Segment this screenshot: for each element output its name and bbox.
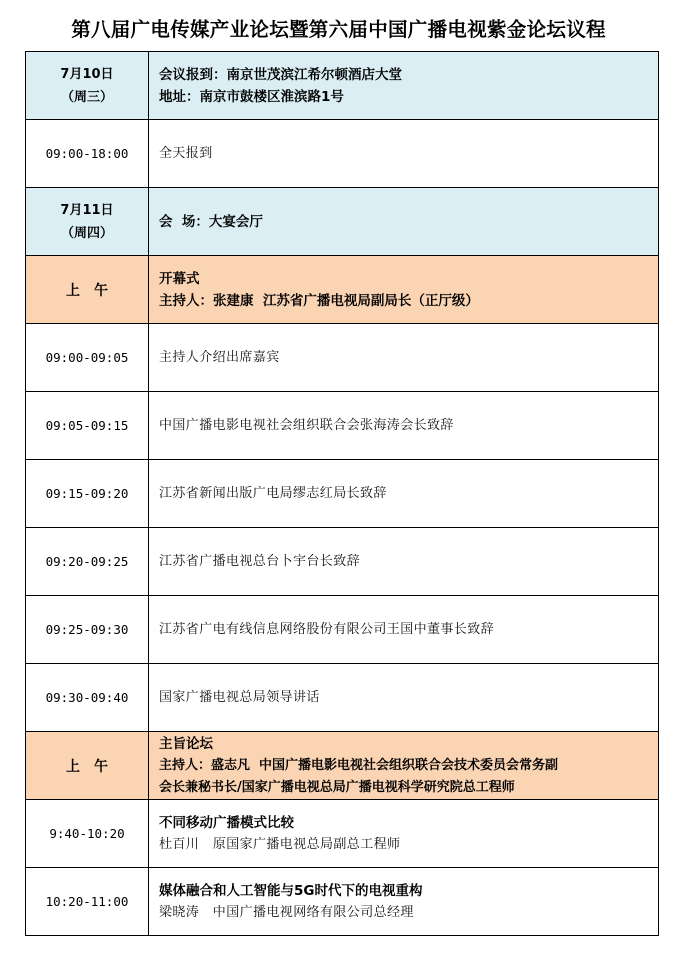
item-text: 全天报到 bbox=[149, 120, 659, 188]
day-date-cell bbox=[26, 188, 149, 256]
talk-row bbox=[26, 800, 659, 868]
time-cell: 09:05-09:15 bbox=[26, 392, 149, 460]
time-cell: 09:30-09:40 bbox=[26, 664, 149, 732]
day-date: 7月10日 bbox=[60, 66, 114, 82]
session-host: 主持人：张建康 江苏省广播电视局副局长（正厅级） bbox=[159, 292, 479, 309]
item-text: 中国广播电影电视社会组织联合会张海涛会长致辞 bbox=[149, 392, 659, 460]
session-header-row bbox=[26, 732, 659, 800]
day-info-cell bbox=[149, 52, 659, 120]
item-text: 江苏省广播电视总台卜宇台长致辞 bbox=[149, 528, 659, 596]
registration-address: 地址：南京市鼓楼区淮滨路1号 bbox=[159, 88, 344, 105]
agenda-row bbox=[26, 664, 659, 732]
day-date: 7月11日 bbox=[60, 202, 114, 218]
time-cell: 9:40-10:20 bbox=[26, 800, 149, 868]
talk-speaker: 杜百川 原国家广播电视总局副总工程师 bbox=[159, 836, 401, 852]
registration-venue: 会议报到：南京世茂滨江希尔顿酒店大堂 bbox=[159, 66, 402, 83]
session-label: 上午 bbox=[66, 758, 122, 775]
talk-topic: 媒体融合和人工智能与5G时代下的电视重构 bbox=[159, 882, 423, 899]
session-info-cell bbox=[149, 732, 659, 800]
session-label: 上午 bbox=[66, 282, 122, 299]
item-text: 江苏省广电有线信息网络股份有限公司王国中董事长致辞 bbox=[149, 596, 659, 664]
day-header-row bbox=[26, 52, 659, 120]
session-info-cell bbox=[149, 256, 659, 324]
day-header-row bbox=[26, 188, 659, 256]
agenda-row bbox=[26, 324, 659, 392]
talk-row bbox=[26, 868, 659, 936]
talk-topic: 不同移动广播模式比较 bbox=[159, 814, 294, 831]
session-label-cell bbox=[26, 256, 149, 324]
agenda-row bbox=[26, 528, 659, 596]
day-info-cell bbox=[149, 188, 659, 256]
talk-speaker: 梁晓涛 中国广播电视网络有限公司总经理 bbox=[159, 904, 414, 920]
session-host: 主持人：盛志凡 中国广播电影电视社会组织联合会技术委员会常务副 bbox=[159, 757, 559, 773]
session-label-cell bbox=[26, 732, 149, 800]
time-cell: 09:15-09:20 bbox=[26, 460, 149, 528]
talk-cell bbox=[149, 800, 659, 868]
time-cell: 10:20-11:00 bbox=[26, 868, 149, 936]
agenda-row bbox=[26, 120, 659, 188]
day-weekday: （周三） bbox=[60, 89, 113, 105]
agenda-row bbox=[26, 596, 659, 664]
time-cell: 09:00-18:00 bbox=[26, 120, 149, 188]
venue: 会 场：大宴会厅 bbox=[159, 213, 263, 230]
session-title: 开幕式 bbox=[159, 270, 200, 287]
talk-cell bbox=[149, 868, 659, 936]
agenda-row bbox=[26, 460, 659, 528]
time-cell: 09:20-09:25 bbox=[26, 528, 149, 596]
page-title: 第八届广电传媒产业论坛暨第六届中国广播电视紫金论坛议程 bbox=[71, 18, 606, 41]
session-title: 主旨论坛 bbox=[159, 735, 213, 752]
day-weekday: （周四） bbox=[60, 225, 113, 241]
item-text: 主持人介绍出席嘉宾 bbox=[149, 324, 659, 392]
session-host-cont: 会长兼秘书长/国家广播电视总局广播电视科学研究院总工程师 bbox=[159, 779, 515, 795]
item-text: 国家广播电视总局领导讲话 bbox=[149, 664, 659, 732]
day-date-cell bbox=[26, 52, 149, 120]
agenda-row bbox=[26, 392, 659, 460]
time-cell: 09:25-09:30 bbox=[26, 596, 149, 664]
item-text: 江苏省新闻出版广电局缪志红局长致辞 bbox=[149, 460, 659, 528]
agenda-table bbox=[25, 51, 659, 936]
time-cell: 09:00-09:05 bbox=[26, 324, 149, 392]
session-header-row bbox=[26, 256, 659, 324]
